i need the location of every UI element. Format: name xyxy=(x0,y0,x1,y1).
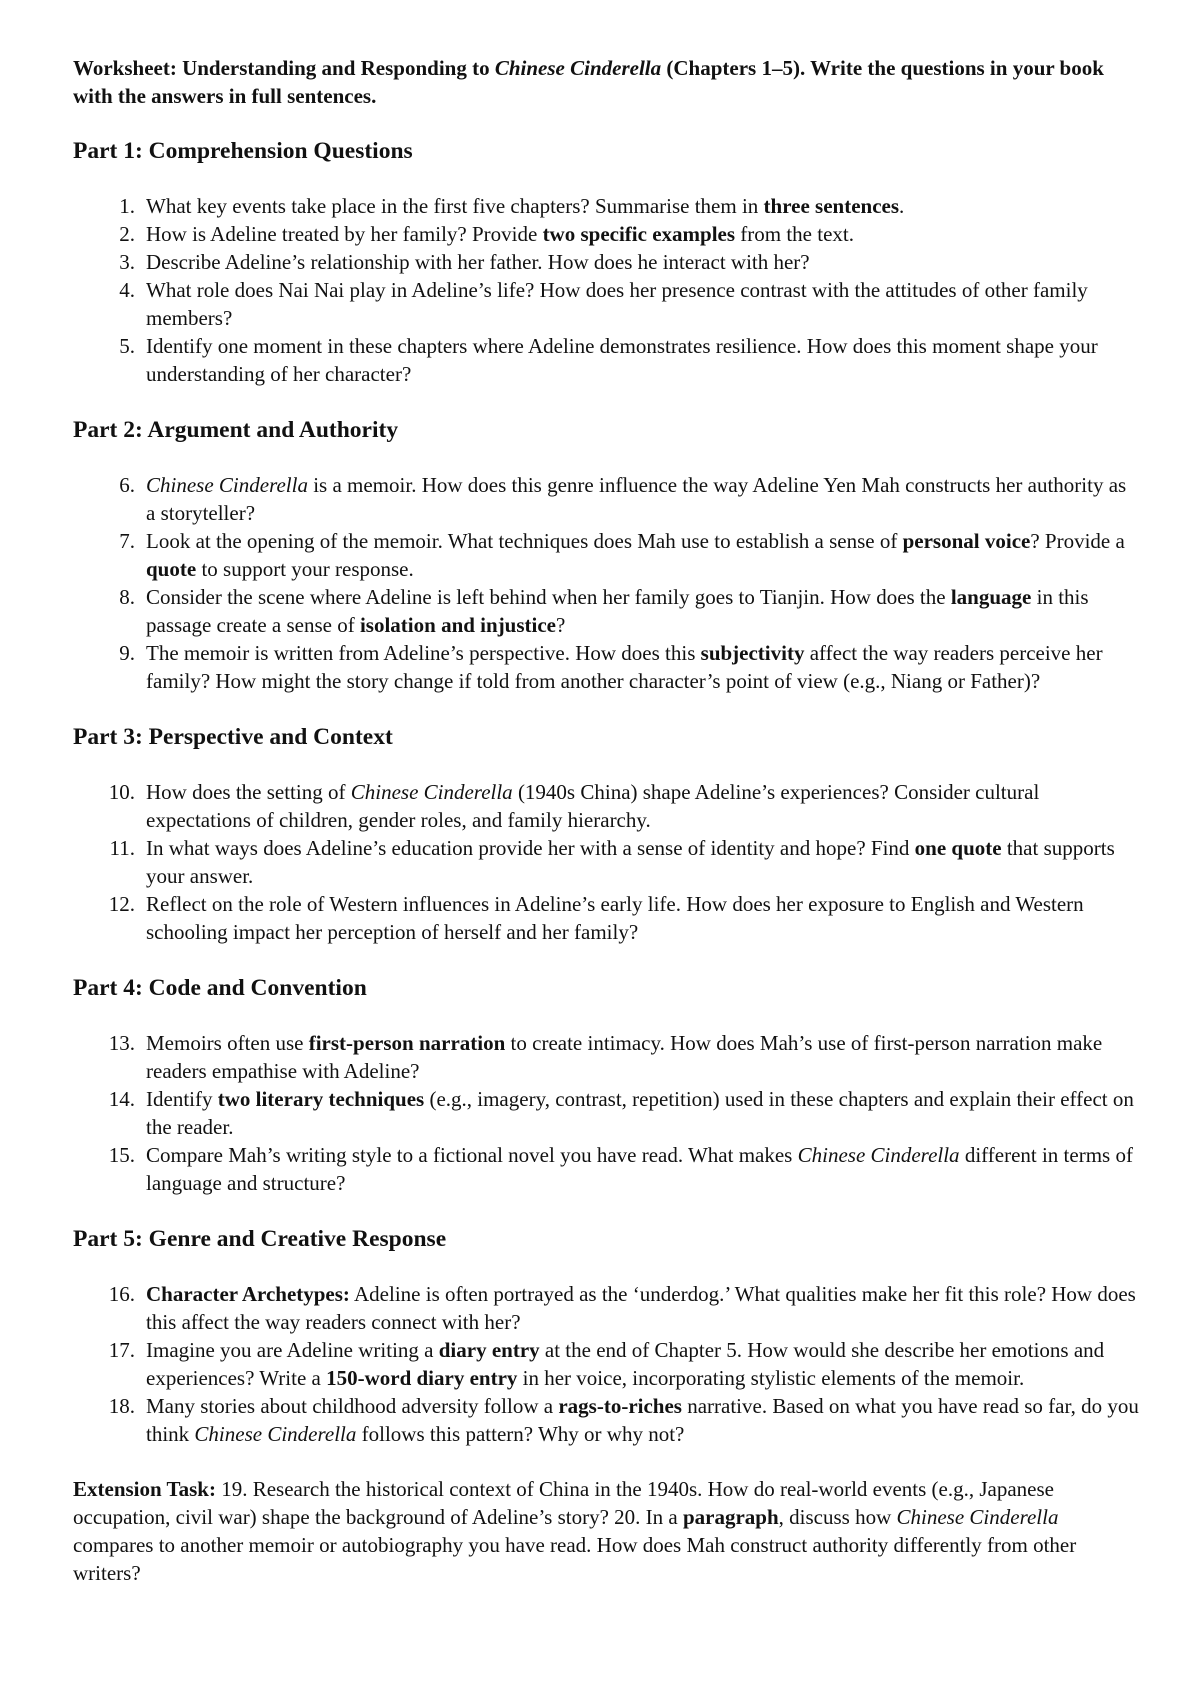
italic-text: Chinese Cinderella xyxy=(797,1143,960,1167)
text-segment: How does the setting of xyxy=(146,780,351,804)
bold-text: language xyxy=(950,585,1032,609)
question-item xyxy=(73,1141,1140,1197)
question-list xyxy=(73,192,1140,388)
section-heading: Part 1: Comprehension Questions xyxy=(73,138,413,164)
question-number: 11. xyxy=(109,836,135,860)
question-number: 14. xyxy=(108,1087,135,1111)
intro-suffix: (Chapters 1–5). Write the questions in your book with the answers in full sentences. xyxy=(73,56,1104,108)
text-segment: narrative. Based on what you have read so far, do you think xyxy=(146,1394,1139,1446)
bold-text: personal voice xyxy=(902,529,1031,553)
text-segment: Reflect on the role of Western influences in Adeline’s early life. How does her exposure to English and Western schooling impact her perception of herself and her family? xyxy=(146,892,1084,944)
text-segment: What role does Nai Nai play in Adeline’s life? How does her presence contrast with the attitudes of other family members? xyxy=(146,278,1088,330)
question-number: 16. xyxy=(108,1282,135,1306)
question-item xyxy=(73,778,1140,834)
worksheet-sections xyxy=(73,136,1140,1448)
bold-text: two literary techniques xyxy=(217,1087,425,1111)
text-segment: Adeline is often portrayed as the ‘underdog.’ What qualities make her fit this role? How does this affect the way readers connect with her? xyxy=(146,1282,1136,1334)
question-item xyxy=(73,1029,1140,1085)
section-heading: Part 4: Code and Convention xyxy=(73,975,367,1001)
bold-text: paragraph xyxy=(682,1505,779,1529)
question-item xyxy=(73,639,1140,695)
text-segment: Consider the scene where Adeline is left behind when her family goes to Tianjin. How does the xyxy=(146,585,951,609)
question-number: 18. xyxy=(108,1394,135,1418)
text-segment: In what ways does Adeline’s education provide her with a sense of identity and hope? Find xyxy=(146,836,915,860)
question-item xyxy=(73,220,1140,248)
question-list xyxy=(73,778,1140,946)
question-number: 12. xyxy=(108,892,135,916)
bold-text: isolation and injustice xyxy=(359,613,557,637)
question-item xyxy=(73,527,1140,583)
intro-book-title: Chinese Cinderella xyxy=(494,56,662,80)
text-segment: follows this pattern? Why or why not? xyxy=(356,1422,685,1446)
text-segment: (1940s China) shape Adeline’s experiences? Consider cultural expectations of children, gender roles, and family hierarchy. xyxy=(146,780,1040,832)
question-number: 9. xyxy=(119,641,135,665)
question-item xyxy=(73,1392,1140,1448)
text-segment: . xyxy=(899,194,905,218)
text-segment: Imagine you are Adeline writing a xyxy=(146,1338,439,1362)
italic-text: Chinese Cinderella xyxy=(350,780,513,804)
text-segment: different in terms of language and structure? xyxy=(146,1143,1133,1195)
text-segment: Look at the opening of the memoir. What techniques does Mah use to establish a sense of xyxy=(146,529,903,553)
bold-text: two specific examples xyxy=(542,222,736,246)
question-number: 15. xyxy=(108,1143,135,1167)
question-item xyxy=(73,1280,1140,1336)
bold-text: diary entry xyxy=(438,1338,540,1362)
question-item xyxy=(73,276,1140,332)
extension-label: Extension Task: xyxy=(73,1477,216,1501)
text-segment: in this passage create a sense of xyxy=(146,585,1089,637)
question-number: 5. xyxy=(119,334,135,358)
question-list xyxy=(73,471,1140,695)
question-number: 4. xyxy=(119,278,135,302)
text-segment: Memoirs often use xyxy=(146,1031,309,1055)
question-list xyxy=(73,1029,1140,1197)
bold-text: quote xyxy=(146,557,197,581)
question-item xyxy=(73,1085,1140,1141)
bold-text: subjectivity xyxy=(700,641,805,665)
text-segment: in her voice, incorporating stylistic elements of the memoir. xyxy=(517,1366,1025,1390)
text-segment: What key events take place in the first five chapters? Summarise them in xyxy=(146,194,764,218)
text-segment: at the end of Chapter 5. How would she describe her emotions and experiences? Write a xyxy=(146,1338,1105,1390)
bold-text: one quote xyxy=(914,836,1002,860)
question-number: 8. xyxy=(119,585,135,609)
extension-task xyxy=(73,1475,1140,1587)
text-segment: The memoir is written from Adeline’s perspective. How does this xyxy=(146,641,701,665)
text-segment: (e.g., imagery, contrast, repetition) used in these chapters and explain their effect on the reader. xyxy=(146,1087,1134,1139)
section-heading: Part 5: Genre and Creative Response xyxy=(73,1226,447,1252)
bold-text: Character Archetypes: xyxy=(146,1282,350,1306)
text-segment: affect the way readers perceive her family? How might the story change if told from another character’s point of view (e.g., Niang or Father)? xyxy=(146,641,1103,693)
bold-text: 150-word diary entry xyxy=(326,1366,518,1390)
text-segment: to support your response. xyxy=(196,557,414,581)
question-item xyxy=(73,1336,1140,1392)
question-item xyxy=(73,834,1140,890)
question-number: 6. xyxy=(119,473,135,497)
intro-prefix: Worksheet: Understanding and Responding to xyxy=(73,56,495,80)
extension-body xyxy=(73,1477,1076,1585)
bold-text: first-person narration xyxy=(308,1031,506,1055)
question-number: 7. xyxy=(119,529,135,553)
question-list xyxy=(73,1280,1140,1448)
text-segment: Identify xyxy=(146,1087,218,1111)
text-segment: compares to another memoir or autobiography you have read. How does Mah construct authority differently from other writers? xyxy=(73,1533,1077,1585)
text-segment: 19. Research the historical context of China in the 1940s. How do real-world events (e.g., Japanese occupation, civil war) shape the background of Adeline’s story? 20. In a xyxy=(73,1477,1054,1529)
question-item xyxy=(73,332,1140,388)
italic-text: Chinese Cinderella xyxy=(194,1422,357,1446)
italic-text: Chinese Cinderella xyxy=(146,473,308,497)
bold-text: rags-to-riches xyxy=(558,1394,682,1418)
text-segment: , discuss how xyxy=(778,1505,897,1529)
section-heading: Part 2: Argument and Authority xyxy=(73,417,399,443)
question-item xyxy=(73,192,1140,220)
question-number: 3. xyxy=(119,250,135,274)
text-segment: that supports your answer. xyxy=(146,836,1115,888)
section-heading: Part 3: Perspective and Context xyxy=(73,724,393,750)
text-segment: is a memoir. How does this genre influence the way Adeline Yen Mah constructs her authority as a storyteller? xyxy=(146,473,1127,525)
text-segment: Describe Adeline’s relationship with her father. How does he interact with her? xyxy=(146,250,810,274)
question-item xyxy=(73,583,1140,639)
text-segment: Compare Mah’s writing style to a fictional novel you have read. What makes xyxy=(146,1143,798,1167)
text-segment: ? xyxy=(556,613,566,637)
text-segment: ? Provide a xyxy=(1030,529,1125,553)
question-number: 17. xyxy=(108,1338,135,1362)
text-segment: from the text. xyxy=(735,222,854,246)
text-segment: Identify one moment in these chapters where Adeline demonstrates resilience. How does this moment shape your understanding of her character? xyxy=(146,334,1098,386)
question-item xyxy=(73,890,1140,946)
text-segment: Many stories about childhood adversity follow a xyxy=(146,1394,559,1418)
worksheet-intro xyxy=(73,54,1140,110)
question-item xyxy=(73,248,1140,276)
question-number: 1. xyxy=(119,194,135,218)
question-number: 13. xyxy=(108,1031,135,1055)
text-segment: to create intimacy. How does Mah’s use of first-person narration make readers empathise with Adeline? xyxy=(146,1031,1103,1083)
text-segment: How is Adeline treated by her family? Provide xyxy=(146,222,543,246)
italic-text: Chinese Cinderella xyxy=(896,1505,1059,1529)
question-number: 10. xyxy=(108,780,135,804)
question-number: 2. xyxy=(119,222,135,246)
question-item xyxy=(73,471,1140,527)
bold-text: three sentences xyxy=(763,194,900,218)
